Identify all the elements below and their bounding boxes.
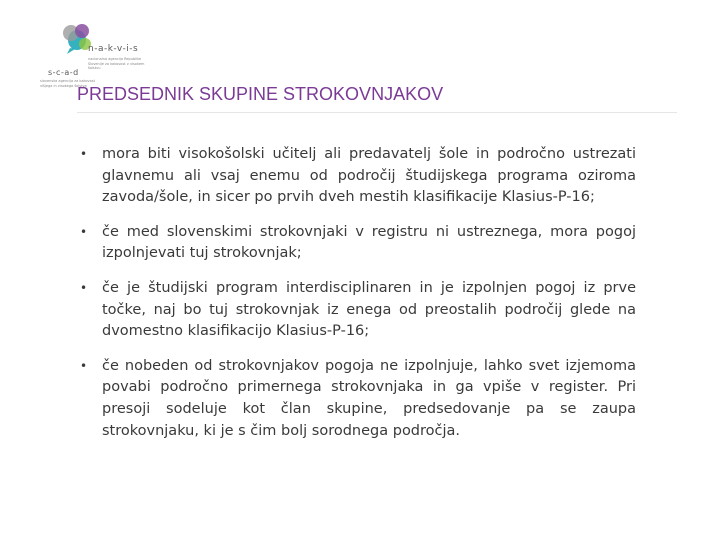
bullet-icon: • [80,147,88,161]
logo-scd-text: s-c-a-d [48,68,79,77]
list-item [80,144,636,209]
list-item [80,222,636,265]
bullet-icon: • [80,358,88,373]
title-divider [77,112,677,113]
logo-brand-text: n-a-k-v-i-s [88,44,139,54]
bullet-text: če med slovenskimi strokovnjaki v registru ni ustreznega, mora pogoj izpolnjevati tuj strokovnjak; [102,223,636,262]
logo-scd-subtitle: slovenska agencija za kakovost višjega in visokega šolstva [40,79,95,88]
slide-title: PREDSEDNIK SKUPINE STROKOVNJAKOV [77,84,444,104]
bullet-icon: • [80,280,88,295]
bullet-icon: • [80,224,88,239]
bullet-text: če je študijski program interdisciplinaren in je izpolnjen pogoj iz prve točke, naj bo tuj strokovnjak iz enega od preostalih področij glede na dvomestno klasifikacijo Klasius-P-16; [102,279,636,340]
logo-brand-subtitle: nacionalna agencija Republike Slovenije za kakovost v visokem šolstvu [88,57,145,70]
list-item [80,278,636,343]
list-item [80,356,636,442]
bullet-text: mora biti visokošolski učitelj ali predavatelj šole in področno ustrezati glavnemu ali vsaj enemu od področij študijskega programa oziroma zavoda/šole, in sicer po prvih dveh mestih klasifikacije Klasius-P-16; [102,146,636,206]
bullet-text: če nobeden od strokovnjakov pogoja ne izpolnjuje, lahko svet izjemoma povabi področno primernega strokovnjaka in ga vpiše v register. Pri presoji sodeluje kot član skupine, predsedovanje pa se zaupa strokovnjaku, ki je s čim bolj sorodnega področja. [102,357,636,439]
agency-logo [40,22,200,88]
requirements-list [80,144,636,455]
